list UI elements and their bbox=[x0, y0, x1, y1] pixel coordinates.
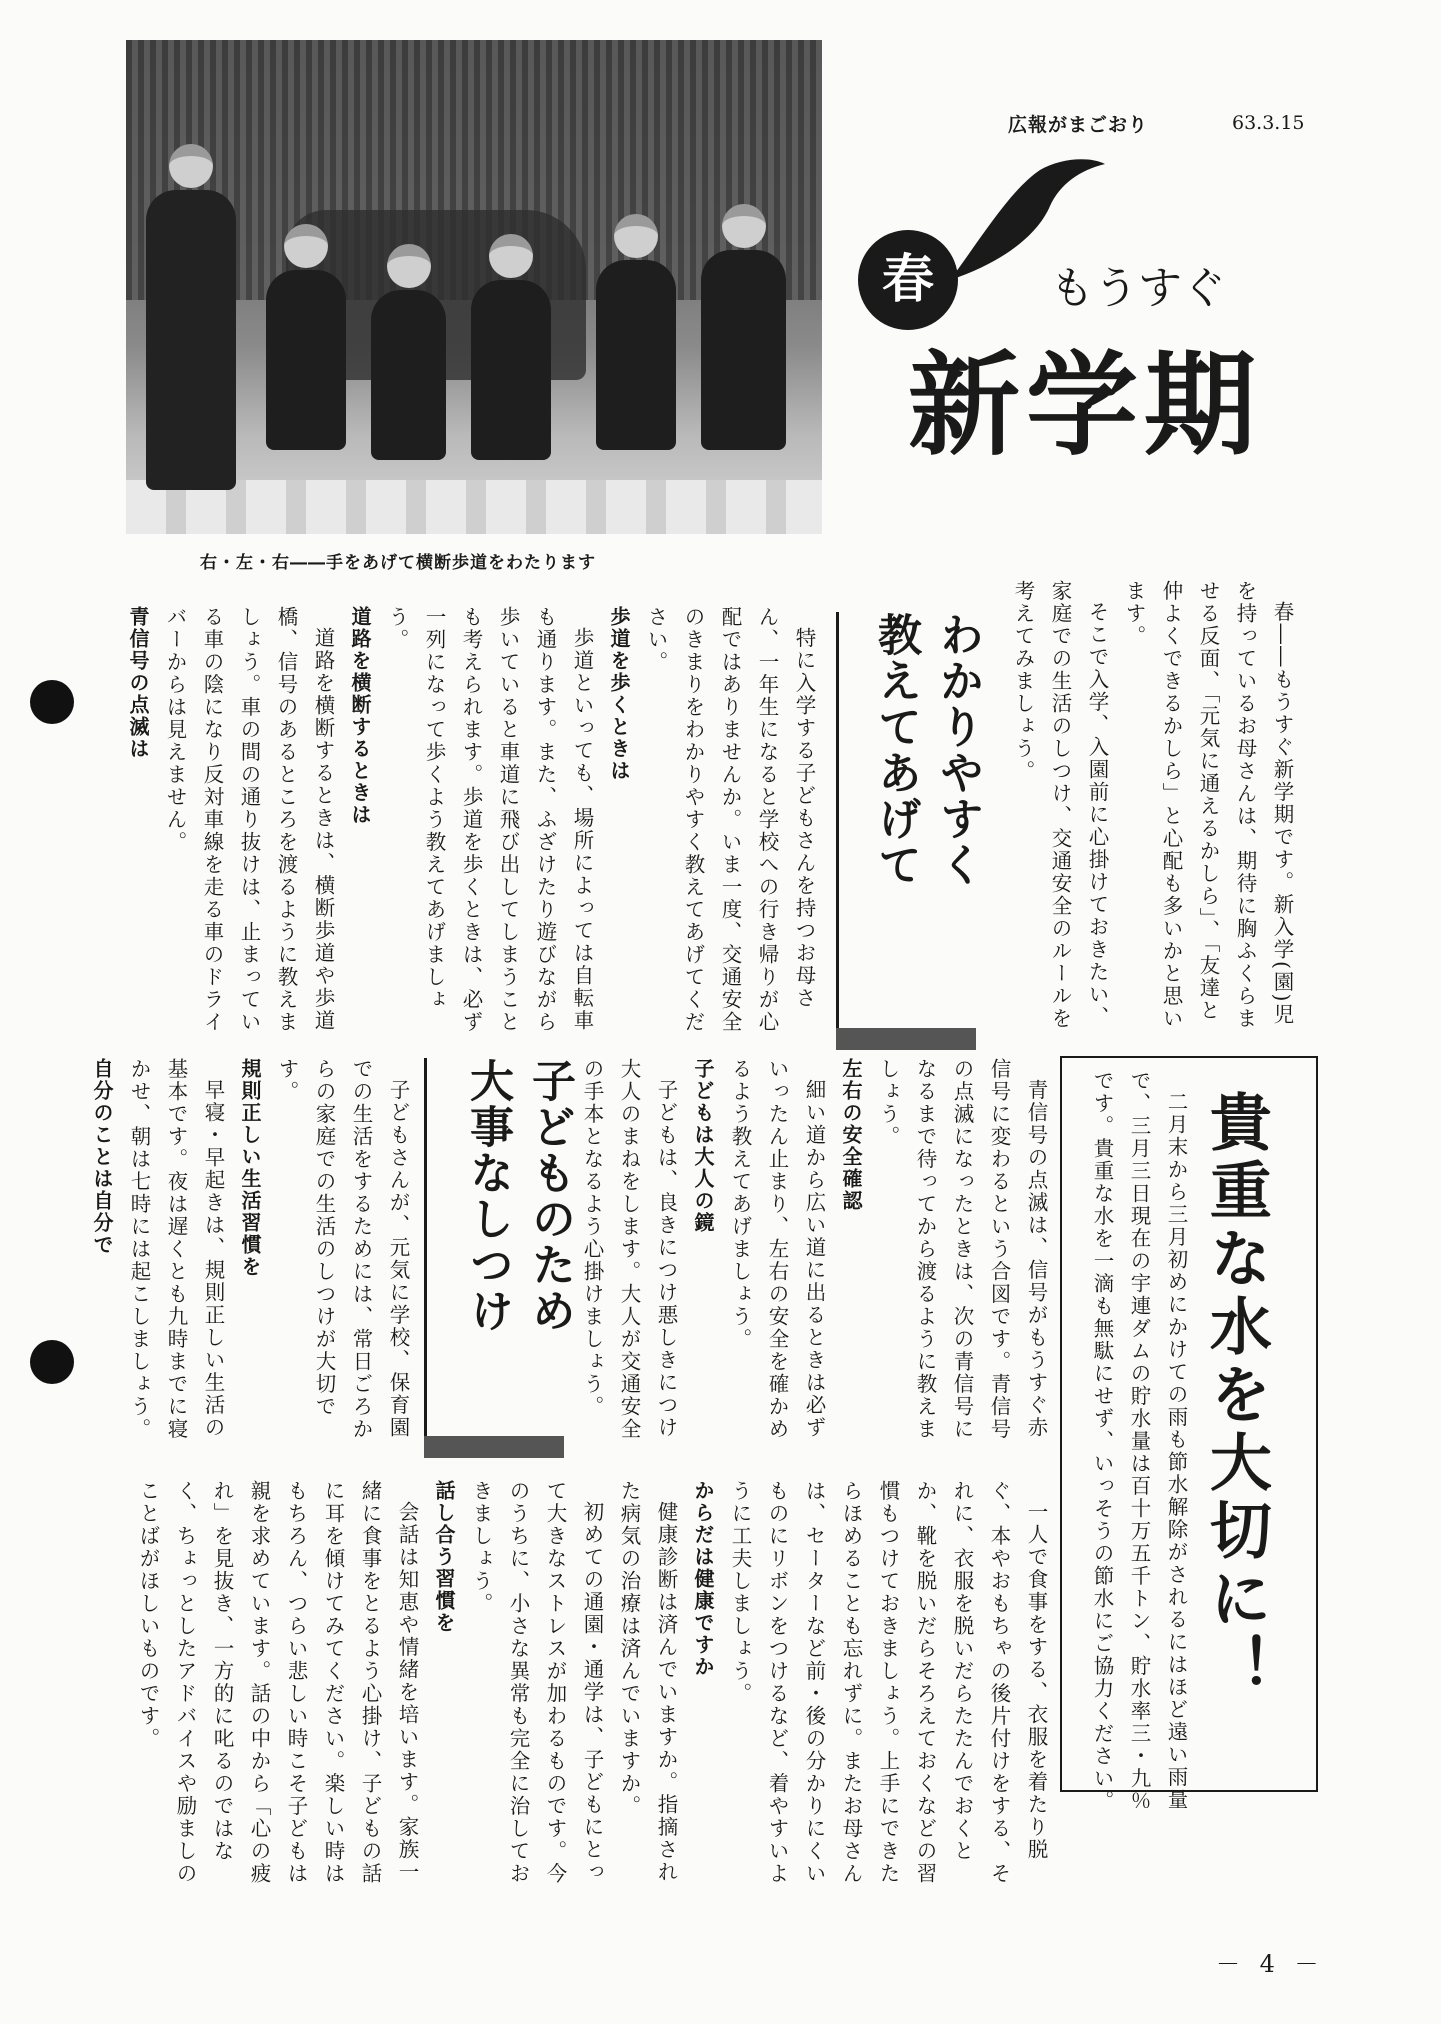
heading-line: わかりやすく bbox=[932, 612, 983, 888]
section1-heading bbox=[848, 612, 988, 1032]
intro-paragraph: そこで入学、入園前に心掛けておきたい、家庭での生活のしつけ、交通安全のルールを考えてみましょう。 bbox=[1011, 580, 1109, 1030]
subheading: 道路を横断するときは bbox=[348, 606, 372, 826]
paragraph: 特に入学する子どもさんを持つお母さん、一年生になると学校への行き帰りが心配ではありませんか。いま一度、交通安全のきまりをわかりやすく教えてあげてください。 bbox=[644, 606, 816, 1034]
section1-body bbox=[126, 606, 822, 1038]
punch-hole bbox=[30, 1340, 74, 1384]
section1-body-continued bbox=[580, 1058, 1054, 1458]
paragraph: 子どもは、良きにつけ悪しきにつけ大人のまねをします。大人が交通安全の手本となるよう心掛けましょう。 bbox=[580, 1058, 678, 1441]
heading-line: 子どものため bbox=[524, 1058, 575, 1334]
water-notice-body bbox=[1086, 1070, 1194, 1830]
photo-children-crossing bbox=[126, 40, 822, 534]
subheading: 左右の安全確認 bbox=[839, 1058, 863, 1212]
subheading: 歩道を歩くときは bbox=[607, 606, 631, 782]
paragraph: 道路を横断するときは、横断歩道や歩道橋、信号のあるところを渡るように教えましょう。車の間の通り抜けは、止まっている車の陰になり反対車線を走る車のドライバーからは見えません。 bbox=[163, 606, 335, 1034]
paragraph: 子どもさんが、元気に学校、保育園での生活をするためには、常日ごろからの家庭での生活のしつけが大切です。 bbox=[275, 1058, 410, 1441]
subheading: 規則正しい生活習慣を bbox=[238, 1058, 262, 1278]
subheading: 自分のことは自分で bbox=[90, 1058, 114, 1256]
feature-subtitle: もうすぐ bbox=[1050, 263, 1226, 314]
subheading: からだは健康ですか bbox=[691, 1480, 715, 1678]
heading-line: 教えてあげて bbox=[870, 612, 921, 888]
feature-intro bbox=[990, 580, 1300, 1040]
paragraph: 細い道から広い道に出るときは必ずいったん止まり、左右の安全を確かめるよう教えてあげましょう。 bbox=[728, 1058, 826, 1441]
newsletter-name: 広報がまごおり bbox=[1008, 114, 1149, 136]
section2-body bbox=[90, 1058, 416, 1458]
spring-badge: 春 bbox=[858, 230, 958, 330]
punch-hole bbox=[30, 680, 74, 724]
paragraph: 会話は知恵や情緒を培います。家族一緒に食事をとるよう心掛け、子どもの話に耳を傾けてみてください。楽しい時はもちろん、つらい悲しい時こそ子どもは親を求めています。話の中から「心の疲れ」を見抜き、一方的に叱るのではなく、ちょっとしたアドバイスや励ましのことばがほしいものです。 bbox=[136, 1480, 419, 1885]
water-notice-title: 貴重な水を大切に！ bbox=[1199, 1090, 1273, 1702]
paragraph: 早寝・早起きは、規則正しい生活の基本です。夜は遅くとも九時までに寝かせ、朝は七時には起こしましょう。 bbox=[127, 1058, 225, 1441]
issue-date: 63.3.15 bbox=[1232, 112, 1305, 134]
feature-title: 新学期 bbox=[908, 340, 1262, 471]
water-paragraph: 二月末から三月初めにかけての雨も節水解除がされるにはほど遠い雨量で、三月三日現在の宇連ダムの貯水量は百十万五千トン、貯水率三・九％です。貴重な水を一滴も無駄にせず、いっそうの節水にご協力ください。 bbox=[1090, 1070, 1188, 1813]
paragraph: 青信号の点滅は、信号がもうすぐ赤信号に変わるという合図です。青信号の点滅になったときは、次の青信号になるまで待ってから渡るように教えましょう。 bbox=[876, 1058, 1048, 1441]
heading-line: 大事なしつけ bbox=[462, 1058, 513, 1334]
page-number: － 4 － bbox=[1216, 1950, 1325, 1978]
photo-caption: 右・左・右――手をあげて横断歩道をわたります bbox=[200, 553, 596, 573]
subheading: 話し合う習慣を bbox=[432, 1480, 456, 1634]
section2-body-continued bbox=[126, 1480, 1054, 1900]
intro-paragraph: 春――もうすぐ新学期です。新入学(園)児を持っているお母さんは、期待に胸ふくらませる反面、「元気に通えるかしら」、「友達と仲よくできるかしら」と心配も多いかと思います。 bbox=[1122, 580, 1294, 1030]
paragraph: 一人で食事をする、衣服を着たり脱ぐ、本やおもちゃの後片付けをする、それに、衣服を脱いだらたたんでおくとか、靴を脱いだらそろえておくなどの習慣もつけておきましょう。上手にできたらほめることも忘れずに。またお母さんは、セーターなど前・後の分かりにくいものにリボンをつけるなど、着やすいように工夫しましょう。 bbox=[728, 1480, 1048, 1885]
paragraph: 健康診断は済んでいますか。指摘された病気の治療は済んでいますか。 bbox=[617, 1480, 678, 1883]
subheading: 青信号の点滅は bbox=[126, 606, 150, 760]
paragraph: 歩道といっても、場所によっては自転車も通ります。また、ふざけたり遊びながら歩いていると車道に飛び出してしまうことも考えられます。歩道を歩くときは、必ず一列になって歩くよう教えてあげましょう。 bbox=[385, 606, 594, 1034]
paragraph: 初めての通園・通学は、子どもにとって大きなストレスが加わるものです。今のうちに、小さな異常も完全に治しておきましょう。 bbox=[469, 1480, 604, 1885]
section2-heading bbox=[440, 1058, 580, 1438]
subheading: 子どもは大人の鏡 bbox=[691, 1058, 715, 1234]
